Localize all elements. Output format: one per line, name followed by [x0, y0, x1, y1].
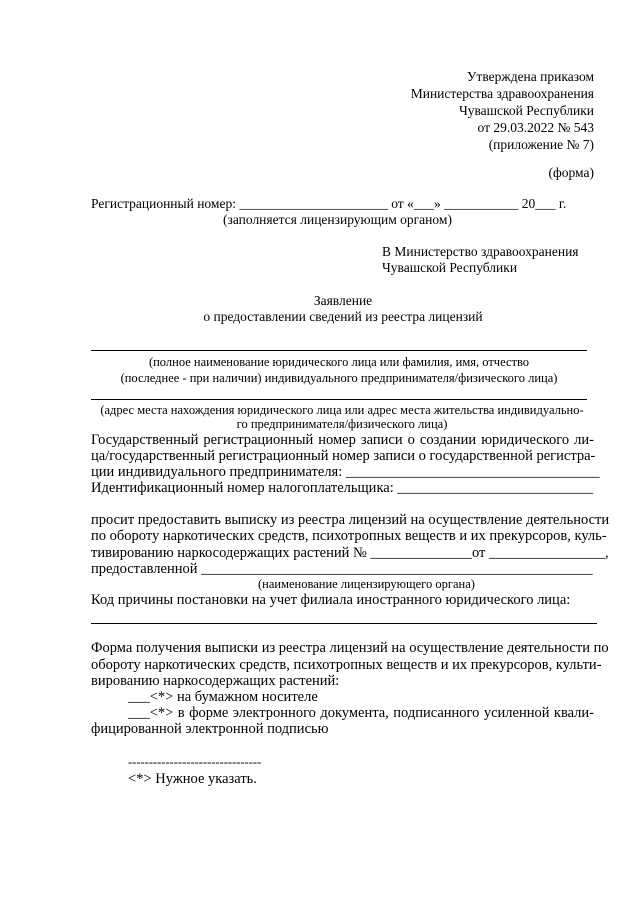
applicant-name-field — [91, 350, 587, 351]
approval-line-3: Чувашской Республики — [458, 103, 594, 118]
request-line-1: просит предоставить выписку из реестра лицензий на осуществление деятельности — [91, 512, 610, 528]
ogrn-line-1: Государственный регистрационный номер записи о создании юридического ли- — [91, 432, 594, 448]
approval-line-2: Министерства здравоохранения — [410, 86, 594, 101]
footnote-text: <*> Нужное указать. — [128, 771, 257, 787]
approval-line-4: от 29.03.2022 № 543 — [477, 120, 594, 135]
licensing-authority-hint: (наименование лицензирующего органа) — [258, 577, 475, 591]
option-paper: ___<*> на бумажном носителе — [128, 689, 318, 705]
delivery-line-3: вированию наркосодержащих растений: — [91, 673, 340, 689]
applicant-address-field — [91, 399, 587, 400]
request-line-2: по обороту наркотических средств, психотропных веществ и их прекурсоров, куль- — [91, 528, 607, 544]
inn-line: Идентификационный номер налогоплательщика: ___________________________ — [91, 480, 594, 496]
kpp-field — [91, 623, 597, 624]
ogrn-line-3: ции индивидуального предпринимателя: ___________________________________ — [91, 464, 600, 480]
delivery-line-2: обороту наркотических средств, психотропных веществ и их прекурсоров, культи- — [91, 657, 602, 673]
applicant-address-hint-1: (адрес места нахождения юридического лица или адрес места жительства индивидуально- — [100, 403, 584, 417]
registration-note: (заполняется лицензирующим органом) — [223, 212, 452, 227]
registration-number-line: Регистрационный номер: ______________________ от «___» ___________ 20___ г. — [91, 196, 567, 211]
document-subtitle: о предоставлении сведений из реестра лицензий — [203, 309, 483, 324]
delivery-line-1: Форма получения выписки из реестра лицензий на осуществление деятельности по — [91, 640, 609, 656]
applicant-name-hint-1: (полное наименование юридического лица или фамилия, имя, отчество — [148, 355, 530, 369]
form-label: (форма) — [548, 165, 594, 180]
request-line-4: предоставленной ______________________________________________________ — [91, 561, 593, 577]
recipient-line-1: В Министерство здравоохранения — [382, 244, 579, 259]
footnote-separator: -------------------------------- — [128, 755, 262, 769]
recipient-line-2: Чувашской Республики — [382, 260, 518, 275]
applicant-name-hint-2: (последнее - при наличии) индивидуального предпринимателя/физического лица) — [120, 371, 558, 385]
approval-line-5: (приложение № 7) — [488, 137, 594, 152]
applicant-address-hint-2: го предпринимателя/физического лица) — [236, 417, 448, 431]
option-electronic-line-1: ___<*> в форме электронного документа, подписанного усиленной квали- — [128, 705, 594, 721]
option-electronic-line-2: фицированной электронной подписью — [91, 721, 329, 737]
approval-line-1: Утверждена приказом — [466, 69, 594, 84]
ogrn-line-2: ца/государственный регистрационный номер записи о государственной регистра- — [91, 448, 596, 464]
document-title: Заявление — [313, 293, 373, 308]
kpp-line: Код причины постановки на учет филиала иностранного юридического лица: — [91, 592, 571, 608]
request-line-3: тивированию наркосодержащих растений № ______________от ________________, — [91, 545, 609, 561]
